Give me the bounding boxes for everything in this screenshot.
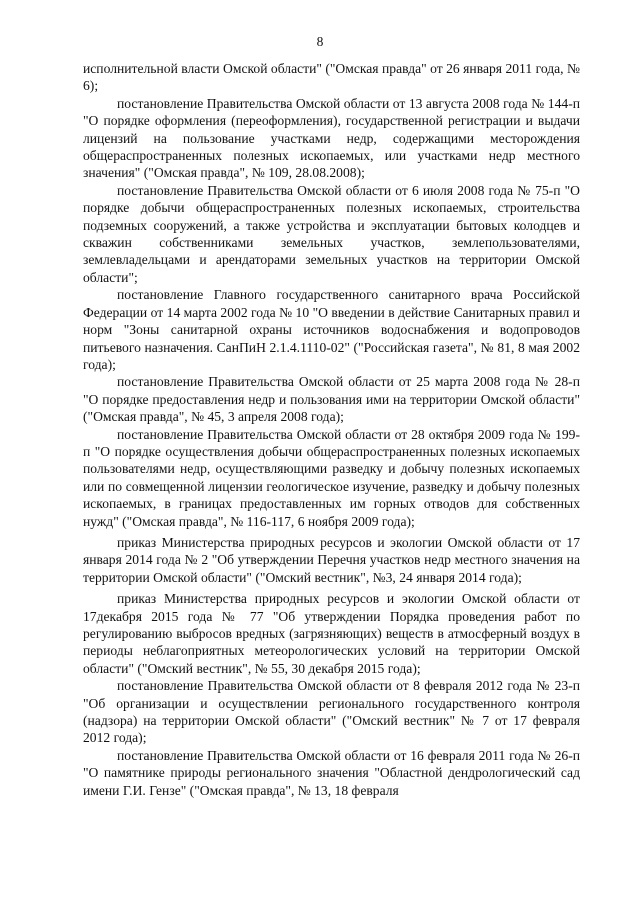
paragraph-9: постановление Правительства Омской области от 8 февраля 2012 года № 23-п "Об организации и осуществлении регионального государственного контроля (надзора) на территории Омской области" ("Омский вестник" № 7 от 17 февраля 2012 года); xyxy=(83,678,580,746)
paragraph-2: постановление Правительства Омской области от 13 августа 2008 года № 144-п "О порядке оформления (переоформления), государственной регистрации и выдачи лицензий на пользование участками недр, содержащими месторождения общераспространенных полезных ископаемых, или участками недр местного значения" ("Омская правда", № 109, 28.08.2008); xyxy=(83,95,580,181)
paragraph-7: приказ Министерства природных ресурсов и экологии Омской области от 17 января 2014 года № 2 "Об утверждении Перечня участков недр местного значения на территории Омской области" ("Омский вестник", №3, 24 января 2014 года); xyxy=(83,534,580,585)
page-number: 8 xyxy=(316,34,324,49)
paragraph-5: постановление Правительства Омской области от 25 марта 2008 года № 28-п "О порядке предоставления недр и пользования ими на территории Омской области" ("Омская правда", № 45, 3 апреля 2008 года); xyxy=(83,374,580,425)
paragraph-1: исполнительной власти Омской области" ("Омская правда" от 26 января 2011 года, № 6); xyxy=(83,61,580,94)
document-body xyxy=(83,60,580,799)
paragraph-4: постановление Главного государственного санитарного врача Российской Федерации от 14 марта 2002 года № 10 "О введении в действие Санитарных правил и норм "Зоны санитарной охраны источников водоснабжения и водопроводов питьевого назначения. СанПиН 2.1.4.1110-02" ("Российская газета", № 81, 8 мая 2002 года); xyxy=(83,287,580,372)
paragraph-6: постановление Правительства Омской области от 28 октября 2009 года № 199-п "О порядке осуществления добычи общераспространенных полезных ископаемых пользователями недр, осуществляющими разведку и добычу полезных ископаемых или по совмещенной лицензии геологическое изучение, разведку и добычу полезных ископаемых, в границах предоставленных им горных отводов для собственных нужд" ("Омская правда", № 116-117, 6 ноября 2009 года); xyxy=(83,426,580,529)
paragraph-3: постановление Правительства Омской области от 6 июля 2008 года № 75-п "О порядке добычи общераспространенных полезных ископаемых, строительства подземных сооружений, а также устройства и эксплуатации бытовых колодцев и скважин собственниками земельных участков, землепользователями, землевладельцами и арендаторами земельных участков на территории Омской области"; xyxy=(83,182,580,285)
paragraph-10: постановление Правительства Омской области от 16 февраля 2011 года № 26-п "О памятнике природы регионального значения "Областной дендрологический сад имени Г.И. Гензе" ("Омская правда", № 13, 18 февраля xyxy=(83,747,580,798)
paragraph-8: приказ Министерства природных ресурсов и экологии Омской области от 17декабря 2015 года № 77 "Об утверждении Порядка проведения работ по регулированию выбросов вредных (загрязняющих) веществ в атмосферный воздух в периоды неблагоприятных метеорологических условий на территории Омской области" ("Омский вестник", № 55, 30 декабря 2015 года); xyxy=(83,591,580,676)
